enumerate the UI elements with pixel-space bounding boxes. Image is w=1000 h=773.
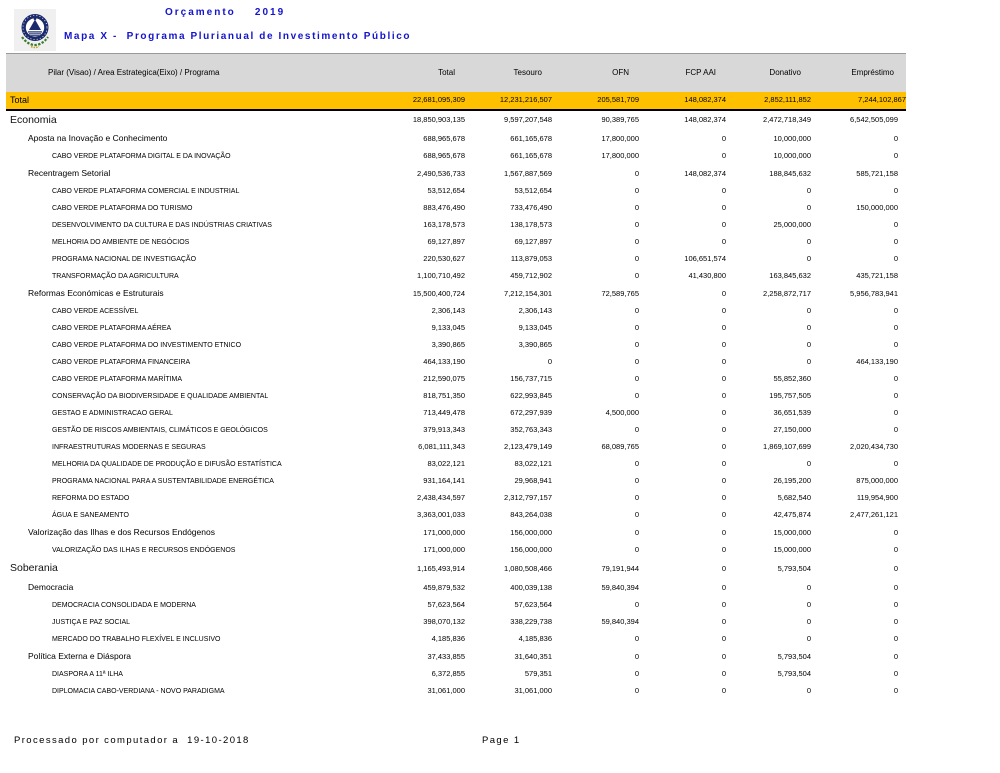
value-cell-fcp-aai: 0	[721, 527, 726, 537]
document-title: Orçamento 2019	[165, 7, 286, 18]
row-label-cell: Reformas Económicas e Estruturais	[28, 288, 164, 299]
value-cell-tesouro: 29,968,941	[514, 476, 552, 486]
value-cell-emprestimo: 0	[893, 374, 898, 384]
value-cell-emprestimo: 0	[893, 133, 898, 143]
value-cell-emprestimo: 0	[893, 582, 898, 592]
value-cell-tesouro: 156,000,000	[510, 545, 552, 555]
value-cell-ofn: 59,840,394	[601, 582, 639, 592]
value-cell-emprestimo: 2,477,261,121	[850, 510, 898, 520]
value-cell-donativo: 42,475,874	[773, 510, 811, 520]
value-cell-fcp-aai: 0	[721, 323, 726, 333]
value-cell-emprestimo: 0	[893, 220, 898, 230]
row-label-cell: MELHORIA DA QUALIDADE DE PRODUÇÃO E DIFUSÃO ESTATÍSTICA	[52, 460, 282, 468]
value-cell-ofn: 0	[634, 237, 639, 247]
value-cell-fcp-aai: 0	[721, 220, 726, 230]
value-cell-tesouro: 31,061,000	[514, 686, 552, 696]
value-cell-tesouro: 733,476,490	[510, 203, 552, 213]
table-row	[6, 200, 906, 217]
value-cell-emprestimo: 0	[893, 391, 898, 401]
grand-total-donativo: 2,852,111,852	[726, 92, 811, 110]
row-label-cell: CABO VERDE PLATAFORMA DIGITAL E DA INOVAÇÃO	[52, 152, 231, 160]
value-cell-tesouro: 3,390,865	[518, 340, 552, 350]
value-cell-total: 379,913,343	[423, 425, 465, 435]
value-cell-ofn: 0	[634, 527, 639, 537]
value-cell-emprestimo: 0	[893, 563, 898, 573]
row-label-cell: Valorização das Ilhas e dos Recursos Endógenos	[28, 527, 215, 538]
value-cell-donativo: 36,651,539	[773, 408, 811, 418]
grand-total-tesouro: 12,231,216,507	[465, 92, 552, 110]
value-cell-donativo: 5,793,504	[777, 563, 811, 573]
value-cell-ofn: 0	[634, 459, 639, 469]
value-cell-fcp-aai: 0	[721, 582, 726, 592]
value-cell-tesouro: 9,597,207,548	[504, 115, 552, 125]
column-header-pilar: Pilar (Visao) / Area Estrategica(Eixo) / Programa	[6, 54, 378, 92]
value-cell-tesouro: 661,165,678	[510, 133, 552, 143]
value-cell-donativo: 0	[806, 254, 811, 264]
table-row	[6, 405, 906, 422]
value-cell-tesouro: 7,212,154,301	[504, 288, 552, 298]
table-row	[6, 354, 906, 371]
budget-table	[6, 53, 906, 700]
table-row	[6, 559, 906, 579]
table-row	[6, 183, 906, 200]
value-cell-total: 2,490,536,733	[417, 168, 465, 178]
value-cell-fcp-aai: 41,430,800	[688, 271, 726, 281]
row-label-cell: GESTAO E ADMINISTRACAO GERAL	[52, 409, 173, 417]
value-cell-total: 9,133,045	[431, 323, 465, 333]
value-cell-tesouro: 352,763,343	[510, 425, 552, 435]
value-cell-total: 1,100,710,492	[417, 271, 465, 281]
value-cell-fcp-aai: 0	[721, 686, 726, 696]
value-cell-donativo: 188,845,632	[769, 168, 811, 178]
table-row	[6, 683, 906, 700]
value-cell-emprestimo: 0	[893, 254, 898, 264]
value-cell-fcp-aai: 0	[721, 186, 726, 196]
value-cell-ofn: 0	[634, 340, 639, 350]
column-header-emprestimo: Empréstimo	[811, 54, 906, 92]
value-cell-fcp-aai: 0	[721, 634, 726, 644]
table-row	[6, 631, 906, 648]
value-cell-fcp-aai: 148,082,374	[684, 115, 726, 125]
value-cell-fcp-aai: 0	[721, 563, 726, 573]
value-cell-total: 883,476,490	[423, 203, 465, 213]
value-cell-emprestimo: 150,000,000	[856, 203, 898, 213]
value-cell-donativo: 0	[806, 323, 811, 333]
value-cell-ofn: 4,500,000	[605, 408, 639, 418]
value-cell-tesouro: 459,712,902	[510, 271, 552, 281]
row-label-cell: CABO VERDE PLATAFORMA DO INVESTIMENTO ETNICO	[52, 341, 242, 349]
value-cell-emprestimo: 585,721,158	[856, 168, 898, 178]
value-cell-tesouro: 1,567,887,569	[504, 168, 552, 178]
value-cell-tesouro: 843,264,038	[510, 510, 552, 520]
value-cell-donativo: 0	[806, 237, 811, 247]
value-cell-emprestimo: 0	[893, 634, 898, 644]
value-cell-ofn: 0	[634, 510, 639, 520]
value-cell-tesouro: 138,178,573	[510, 220, 552, 230]
row-label-cell: ÁGUA E SANEAMENTO	[52, 511, 129, 519]
value-cell-fcp-aai: 0	[721, 306, 726, 316]
table-header	[6, 54, 906, 92]
value-cell-emprestimo: 0	[893, 600, 898, 610]
table-row	[6, 473, 906, 490]
value-cell-donativo: 1,869,107,699	[763, 442, 811, 452]
value-cell-tesouro: 2,123,479,149	[504, 442, 552, 452]
value-cell-tesouro: 0	[547, 357, 552, 367]
value-cell-total: 163,178,573	[423, 220, 465, 230]
value-cell-total: 31,061,000	[427, 686, 465, 696]
row-label-cell: REFORMA DO ESTADO	[52, 494, 130, 502]
value-cell-tesouro: 113,879,053	[510, 254, 552, 264]
row-label-cell: CABO VERDE PLATAFORMA AÉREA	[52, 324, 172, 332]
value-cell-tesouro: 57,623,564	[514, 600, 552, 610]
value-cell-donativo: 0	[806, 203, 811, 213]
row-label-cell: CABO VERDE PLATAFORMA COMERCIAL E INDUSTRIAL	[52, 187, 240, 195]
value-cell-total: 18,850,903,135	[412, 115, 465, 125]
table-row	[6, 439, 906, 456]
value-cell-ofn: 0	[634, 391, 639, 401]
value-cell-emprestimo: 464,133,190	[856, 357, 898, 367]
value-cell-total: 2,438,434,597	[417, 493, 465, 503]
value-cell-emprestimo: 435,721,158	[856, 271, 898, 281]
value-cell-fcp-aai: 0	[721, 425, 726, 435]
value-cell-donativo: 2,258,872,717	[763, 288, 811, 298]
value-cell-total: 459,879,532	[423, 582, 465, 592]
value-cell-fcp-aai: 0	[721, 288, 726, 298]
table-row	[6, 371, 906, 388]
value-cell-donativo: 0	[806, 306, 811, 316]
value-cell-emprestimo: 875,000,000	[856, 476, 898, 486]
value-cell-emprestimo: 0	[893, 617, 898, 627]
value-cell-total: 15,500,400,724	[412, 288, 465, 298]
cabo-verde-emblem-icon	[14, 9, 56, 51]
value-cell-emprestimo: 0	[893, 545, 898, 555]
value-cell-fcp-aai: 0	[721, 442, 726, 452]
value-cell-donativo: 0	[806, 357, 811, 367]
value-cell-tesouro: 1,080,508,466	[504, 563, 552, 573]
grand-total-label: Total	[6, 92, 378, 110]
table-row	[6, 579, 906, 597]
value-cell-ofn: 59,840,394	[601, 617, 639, 627]
value-cell-emprestimo: 0	[893, 186, 898, 196]
grand-total-emprestimo: 7,244,102,867	[811, 92, 906, 110]
value-cell-fcp-aai: 0	[721, 600, 726, 610]
value-cell-donativo: 55,852,360	[773, 374, 811, 384]
value-cell-donativo: 15,000,000	[773, 545, 811, 555]
value-cell-ofn: 0	[634, 651, 639, 661]
value-cell-fcp-aai: 0	[721, 374, 726, 384]
value-cell-total: 212,590,075	[423, 374, 465, 384]
value-cell-ofn: 0	[634, 168, 639, 178]
value-cell-ofn: 0	[634, 306, 639, 316]
column-header-ofn: OFN	[552, 54, 639, 92]
value-cell-fcp-aai: 0	[721, 510, 726, 520]
table-row	[6, 234, 906, 251]
table-row	[6, 285, 906, 303]
table-body	[6, 110, 906, 700]
table-row	[6, 614, 906, 631]
value-cell-ofn: 0	[634, 634, 639, 644]
table-row	[6, 268, 906, 285]
value-cell-donativo: 5,793,504	[777, 651, 811, 661]
value-cell-tesouro: 661,165,678	[510, 151, 552, 161]
value-cell-ofn: 0	[634, 254, 639, 264]
document-header	[0, 0, 1000, 52]
value-cell-ofn: 0	[634, 476, 639, 486]
table-row	[6, 524, 906, 542]
row-label-cell: GESTÃO DE RISCOS AMBIENTAIS, CLIMÁTICOS E GEOLÓGICOS	[52, 426, 268, 434]
value-cell-emprestimo: 0	[893, 425, 898, 435]
table-row	[6, 422, 906, 439]
value-cell-total: 37,433,855	[427, 651, 465, 661]
value-cell-ofn: 0	[634, 203, 639, 213]
table-row	[6, 130, 906, 148]
value-cell-donativo: 26,195,200	[773, 476, 811, 486]
value-cell-emprestimo: 0	[893, 151, 898, 161]
value-cell-total: 688,965,678	[423, 133, 465, 143]
value-cell-fcp-aai: 0	[721, 151, 726, 161]
value-cell-fcp-aai: 0	[721, 493, 726, 503]
value-cell-tesouro: 672,297,939	[510, 408, 552, 418]
column-header-total: Total	[378, 54, 465, 92]
value-cell-ofn: 68,089,765	[601, 442, 639, 452]
value-cell-fcp-aai: 0	[721, 651, 726, 661]
value-cell-emprestimo: 0	[893, 527, 898, 537]
value-cell-emprestimo: 0	[893, 651, 898, 661]
value-cell-emprestimo: 0	[893, 237, 898, 247]
value-cell-ofn: 0	[634, 357, 639, 367]
value-cell-donativo: 0	[806, 617, 811, 627]
value-cell-total: 6,372,855	[431, 669, 465, 679]
row-label-cell: Recentragem Setorial	[28, 168, 111, 179]
row-label-cell: VALORIZAÇÃO DAS ILHAS E RECURSOS ENDÓGENOS	[52, 546, 236, 554]
value-cell-emprestimo: 0	[893, 340, 898, 350]
column-header-fcp-aai: FCP AAI	[639, 54, 726, 92]
table-row	[6, 542, 906, 559]
row-label-cell: Política Externa e Diáspora	[28, 651, 131, 662]
value-cell-ofn: 0	[634, 493, 639, 503]
table-row	[6, 337, 906, 354]
value-cell-emprestimo: 2,020,434,730	[850, 442, 898, 452]
value-cell-tesouro: 338,229,738	[510, 617, 552, 627]
value-cell-donativo: 0	[806, 600, 811, 610]
value-cell-ofn: 0	[634, 374, 639, 384]
value-cell-ofn: 0	[634, 186, 639, 196]
value-cell-donativo: 27,150,000	[773, 425, 811, 435]
table-row	[6, 388, 906, 405]
row-label-cell: DESENVOLVIMENTO DA CULTURA E DAS INDÚSTRIAS CRIATIVAS	[52, 221, 272, 229]
value-cell-total: 931,164,141	[423, 476, 465, 486]
value-cell-fcp-aai: 0	[721, 459, 726, 469]
document-subtitle: Mapa X - Programa Plurianual de Investimento Público	[64, 31, 412, 42]
value-cell-tesouro: 2,306,143	[518, 306, 552, 316]
value-cell-tesouro: 400,039,138	[510, 582, 552, 592]
row-label-cell: PROGRAMA NACIONAL PARA A SUSTENTABILIDADE ENERGÉTICA	[52, 477, 274, 485]
row-label-cell: Aposta na Inovação e Conhecimento	[28, 133, 168, 144]
value-cell-tesouro: 2,312,797,157	[504, 493, 552, 503]
table-row	[6, 456, 906, 473]
value-cell-total: 1,165,493,914	[417, 563, 465, 573]
value-cell-donativo: 2,472,718,349	[763, 115, 811, 125]
grand-total-row	[6, 92, 906, 110]
value-cell-fcp-aai: 0	[721, 408, 726, 418]
value-cell-emprestimo: 0	[893, 459, 898, 469]
value-cell-fcp-aai: 0	[721, 357, 726, 367]
value-cell-fcp-aai: 148,082,374	[684, 168, 726, 178]
value-cell-total: 464,133,190	[423, 357, 465, 367]
value-cell-tesouro: 579,351	[524, 669, 552, 679]
value-cell-fcp-aai: 0	[721, 617, 726, 627]
row-label-cell: MERCADO DO TRABALHO FLEXÍVEL E INCLUSIVO	[52, 635, 221, 643]
row-label-cell: INFRAESTRUTURAS MODERNAS E SEGURAS	[52, 443, 206, 451]
value-cell-total: 3,390,865	[431, 340, 465, 350]
value-cell-ofn: 72,589,765	[601, 288, 639, 298]
value-cell-emprestimo: 119,954,900	[856, 493, 898, 503]
value-cell-donativo: 10,000,000	[773, 133, 811, 143]
value-cell-total: 398,070,132	[423, 617, 465, 627]
value-cell-fcp-aai: 0	[721, 340, 726, 350]
value-cell-donativo: 163,845,632	[769, 271, 811, 281]
value-cell-donativo: 0	[806, 686, 811, 696]
value-cell-total: 2,306,143	[431, 306, 465, 316]
row-label-cell: Economia	[10, 113, 57, 126]
value-cell-total: 688,965,678	[423, 151, 465, 161]
table-row	[6, 507, 906, 524]
value-cell-total: 171,000,000	[423, 545, 465, 555]
value-cell-tesouro: 622,993,845	[510, 391, 552, 401]
value-cell-fcp-aai: 0	[721, 237, 726, 247]
value-cell-ofn: 0	[634, 545, 639, 555]
grand-total-total: 22,681,095,309	[378, 92, 465, 110]
value-cell-tesouro: 156,737,715	[510, 374, 552, 384]
row-label-cell: DIPLOMACIA CABO-VERDIANA - NOVO PARADIGMA	[52, 687, 225, 695]
value-cell-emprestimo: 0	[893, 669, 898, 679]
value-cell-emprestimo: 0	[893, 408, 898, 418]
row-label-cell: MELHORIA DO AMBIENTE DE NEGÓCIOS	[52, 238, 190, 246]
value-cell-tesouro: 69,127,897	[514, 237, 552, 247]
value-cell-donativo: 0	[806, 459, 811, 469]
row-label-cell: CABO VERDE PLATAFORMA FINANCEIRA	[52, 358, 191, 366]
value-cell-tesouro: 83,022,121	[514, 459, 552, 469]
value-cell-ofn: 90,389,765	[601, 115, 639, 125]
row-label-cell: Democracia	[28, 582, 74, 593]
value-cell-ofn: 0	[634, 220, 639, 230]
value-cell-emprestimo: 6,542,505,099	[850, 115, 898, 125]
table-row	[6, 251, 906, 268]
value-cell-tesouro: 31,640,351	[514, 651, 552, 661]
value-cell-total: 83,022,121	[427, 459, 465, 469]
column-header-donativo: Donativo	[726, 54, 811, 92]
table-row	[6, 110, 906, 130]
value-cell-tesouro: 4,185,836	[518, 634, 552, 644]
table-row	[6, 648, 906, 666]
row-label-cell: CONSERVAÇÃO DA BIODIVERSIDADE E QUALIDADE AMBIENTAL	[52, 392, 269, 400]
value-cell-total: 6,081,111,343	[418, 442, 465, 452]
value-cell-fcp-aai: 106,651,574	[684, 254, 726, 264]
value-cell-ofn: 17,800,000	[601, 133, 639, 143]
value-cell-donativo: 5,682,540	[777, 493, 811, 503]
value-cell-fcp-aai: 0	[721, 545, 726, 555]
value-cell-ofn: 0	[634, 600, 639, 610]
table-row	[6, 597, 906, 614]
value-cell-total: 220,530,627	[423, 254, 465, 264]
value-cell-emprestimo: 0	[893, 306, 898, 316]
value-cell-fcp-aai: 0	[721, 133, 726, 143]
row-label-cell: PROGRAMA NACIONAL DE INVESTIGAÇÃO	[52, 255, 197, 263]
value-cell-donativo: 10,000,000	[773, 151, 811, 161]
value-cell-donativo: 195,757,505	[769, 391, 811, 401]
value-cell-donativo: 0	[806, 634, 811, 644]
grand-total-ofn: 205,581,709	[552, 92, 639, 110]
table-row	[6, 165, 906, 183]
value-cell-fcp-aai: 0	[721, 391, 726, 401]
value-cell-total: 3,363,001,033	[417, 510, 465, 520]
value-cell-donativo: 25,000,000	[773, 220, 811, 230]
value-cell-total: 4,185,836	[431, 634, 465, 644]
value-cell-ofn: 0	[634, 271, 639, 281]
value-cell-donativo: 0	[806, 582, 811, 592]
table-row	[6, 320, 906, 337]
row-label-cell: Soberania	[10, 562, 58, 575]
page-number: Page 1	[482, 735, 521, 746]
row-label-cell: TRANSFORMAÇÃO DA AGRICULTURA	[52, 272, 179, 280]
value-cell-donativo: 5,793,504	[777, 669, 811, 679]
processed-timestamp: Processado por computador a 19-10-2018	[14, 735, 250, 746]
value-cell-fcp-aai: 0	[721, 203, 726, 213]
value-cell-tesouro: 9,133,045	[518, 323, 552, 333]
value-cell-total: 69,127,897	[427, 237, 465, 247]
value-cell-tesouro: 53,512,654	[514, 186, 552, 196]
value-cell-donativo: 0	[806, 340, 811, 350]
row-label-cell: CABO VERDE ACESSÍVEL	[52, 307, 139, 315]
value-cell-ofn: 0	[634, 686, 639, 696]
value-cell-ofn: 17,800,000	[601, 151, 639, 161]
row-label-cell: DEMOCRACIA CONSOLIDADA E MODERNA	[52, 601, 196, 609]
value-cell-emprestimo: 0	[893, 686, 898, 696]
value-cell-total: 53,512,654	[427, 186, 465, 196]
grand-total-fcp-aai: 148,082,374	[639, 92, 726, 110]
value-cell-total: 713,449,478	[423, 408, 465, 418]
value-cell-donativo: 0	[806, 186, 811, 196]
value-cell-ofn: 0	[634, 669, 639, 679]
value-cell-donativo: 15,000,000	[773, 527, 811, 537]
row-label-cell: DIASPORA A 11ª ILHA	[52, 670, 123, 678]
value-cell-fcp-aai: 0	[721, 476, 726, 486]
value-cell-emprestimo: 0	[893, 323, 898, 333]
value-cell-total: 818,751,350	[423, 391, 465, 401]
value-cell-total: 57,623,564	[427, 600, 465, 610]
row-label-cell: CABO VERDE PLATAFORMA DO TURISMO	[52, 204, 193, 212]
value-cell-ofn: 79,191,944	[601, 563, 639, 573]
value-cell-total: 171,000,000	[423, 527, 465, 537]
table-row	[6, 148, 906, 165]
value-cell-emprestimo: 5,956,783,941	[850, 288, 898, 298]
value-cell-tesouro: 156,000,000	[510, 527, 552, 537]
row-label-cell: JUSTIÇA E PAZ SOCIAL	[52, 618, 131, 626]
table-row	[6, 490, 906, 507]
value-cell-ofn: 0	[634, 425, 639, 435]
table-row	[6, 303, 906, 320]
column-header-tesouro: Tesouro	[465, 54, 552, 92]
row-label-cell: CABO VERDE PLATAFORMA MARÍTIMA	[52, 375, 183, 383]
value-cell-ofn: 0	[634, 323, 639, 333]
value-cell-fcp-aai: 0	[721, 669, 726, 679]
table-row	[6, 217, 906, 234]
table-row	[6, 666, 906, 683]
